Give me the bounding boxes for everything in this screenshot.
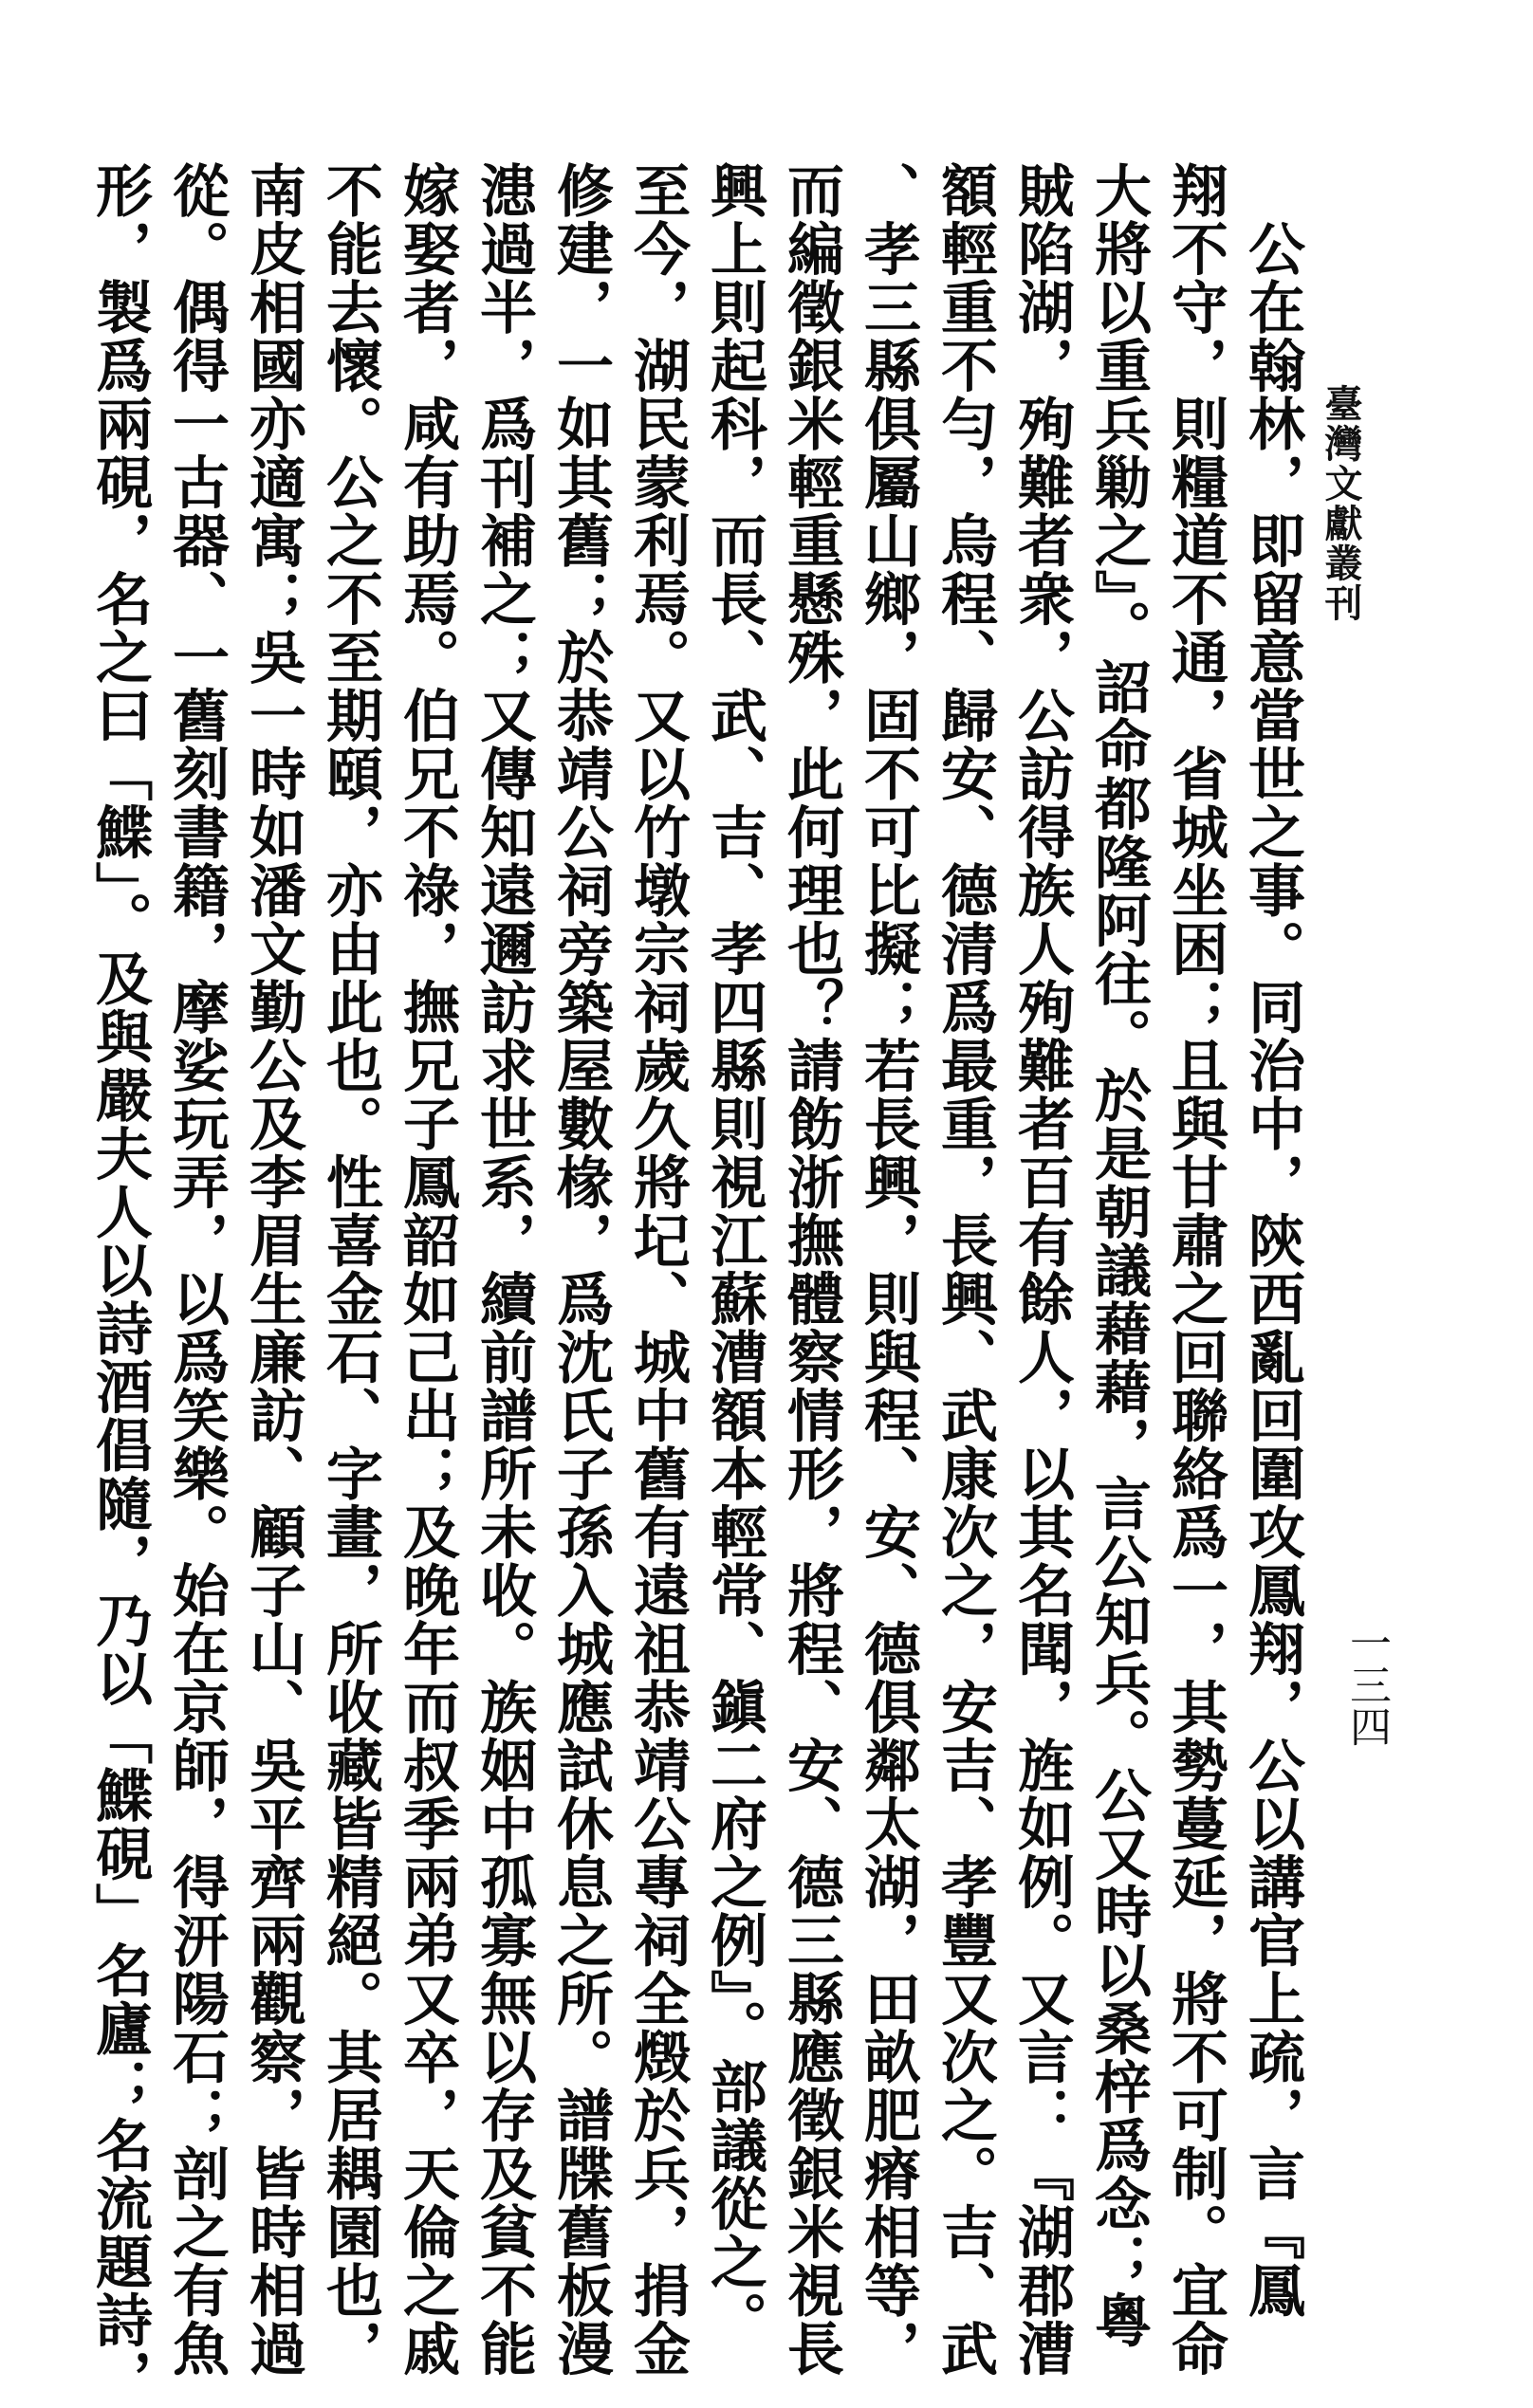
text-line: 修建，一如其舊；於恭靖公祠旁築屋數椽，爲沈氏子孫入城應試休息之所。譜牒舊板漫 [547,161,614,2378]
text-line: 興上則起科，而長、武、吉、孝四縣則視江蘇漕額本輕常、鎭二府之例』。部議從之。 [701,161,767,2349]
running-header-title: 臺灣文獻叢刊 [1319,384,1363,623]
text-line: 大將以重兵勦之』。詔命都隆阿往。於是朝議藉藉，言公知兵。公又時以桑梓爲念；粵 [1085,161,1152,2349]
text-line: 漶過半，爲刊補之；又傳知遠邇訪求世系，續前譜所未收。族姻中孤寡無以存及貧不能 [471,161,537,2378]
text-line: 南皮相國亦適寓；吳一時如潘文勤公及李眉生廉訪、顧子山、吳平齊兩觀察，皆時相過 [240,161,306,2378]
text-line: 形，製爲兩硯，名之曰「鰈」。及與嚴夫人以詩酒倡隨，乃以「鰈硯」名廬；名流題詩， [86,161,153,2408]
text-line: 、孝三縣俱屬山鄉，固不可比擬；若長興，則與程、安、德俱鄰太湖，田畝肥瘠相等， [855,161,921,2378]
text-line: 而編徵銀米輕重懸殊，此何理也？請飭浙撫體察情形，將程、安、德三縣應徵銀米視長 [778,161,844,2378]
text-line: 從。偶得一古器、一舊刻書籍，摩娑玩弄，以爲笑樂。始在京師，得汧陽石；剖之有魚 [163,161,230,2378]
text-line: 嫁娶者，咸有助焉。伯兄不祿，撫兄子鳳韶如己出；及晚年而叔季兩弟又卒，天倫之戚 [394,161,460,2378]
body-text [81,161,1310,2408]
text-line: 至今，湖民蒙利焉。又以竹墩宗祠歲久將圮、城中舊有遠祖恭靖公專祠全燬於兵，捐金 [624,161,691,2378]
text-line: 賊陷湖，殉難者衆，公訪得族人殉難者百有餘人，以其名聞，旌如例。又言：『湖郡漕 [1008,161,1075,2378]
text-line: 額輕重不勻，烏程、歸安、德清爲最重，長興、武康次之，安吉、孝豐又次之。吉、武 [932,161,998,2378]
text-line: 翔不守，則糧道不通，省城坐困；且與甘肅之回聯絡爲一，其勢蔓延，將不可制。宜命 [1162,161,1228,2378]
text-line: 不能去懷。公之不至期頤，亦由此也。性喜金石、字畫，所收藏皆精絕。其居耦園也， [317,161,383,2378]
text-line: 公在翰林，即留意當世之事。同治中，陝西亂回圍攻鳳翔，公以講官上疏，言『鳳 [1239,161,1305,2320]
page-number: 一三四 [1342,1622,1391,1747]
